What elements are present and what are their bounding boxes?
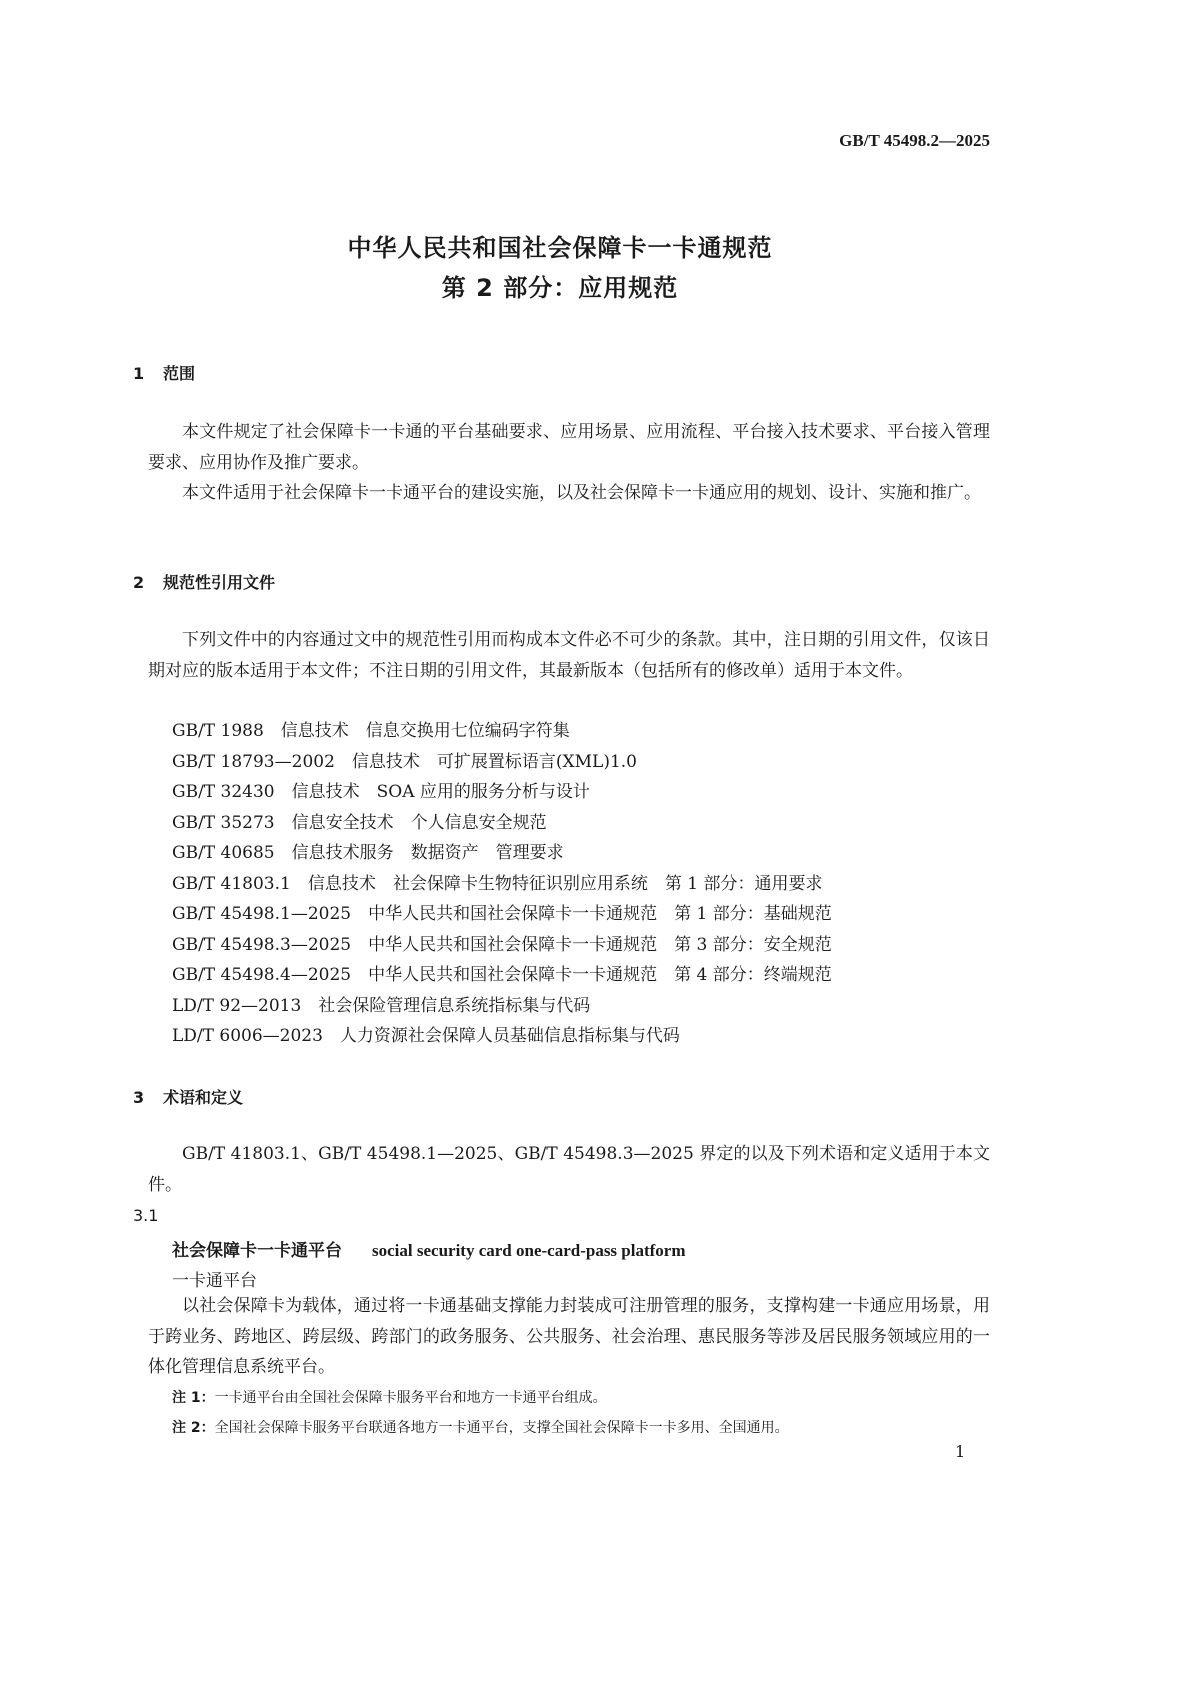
reference-item: GB/T 41803.1 信息技术 社会保障卡生物特征识别应用系统 第 1 部分：通用要求 xyxy=(172,873,823,894)
reference-item: GB/T 35273 信息安全技术 个人信息安全规范 xyxy=(172,812,547,833)
section-title: 规范性引用文件 xyxy=(163,573,276,592)
term-entry xyxy=(172,1236,686,1261)
note-label: 注 2： xyxy=(172,1420,215,1436)
paragraph: 本文件规定了社会保障卡一卡通的平台基础要求、应用场景、应用流程、平台接入技术要求、平台接入管理要求、应用协作及推广要求。 xyxy=(148,422,990,473)
paragraph: GB/T 41803.1、GB/T 45498.1—2025、GB/T 45498.3—2025 界定的以及下列术语和定义适用于本文件。 xyxy=(148,1144,990,1195)
note-text: 全国社会保障卡服务平台联通各地方一卡通平台，支撑全国社会保障卡一卡多用、全国通用。 xyxy=(214,1420,789,1436)
reference-item: LD/T 6006—2023 人力资源社会保障人员基础信息指标集与代码 xyxy=(172,1026,680,1046)
term-definition: 以社会保障卡为载体，通过将一卡通基础支撑能力封装成可注册管理的服务，支撑构建一卡通应用场景，用于跨业务、跨地区、跨层级、跨部门的政务服务、公共服务、社会治理、惠民服务等涉及居民服务领域应用的一体化管理信息系统平台。 xyxy=(148,1296,990,1377)
section-title: 术语和定义 xyxy=(163,1088,244,1107)
note-label: 注 1： xyxy=(172,1390,215,1406)
page-number: 1 xyxy=(955,1442,966,1461)
section-title: 范围 xyxy=(163,364,196,383)
term-synonym: 一卡通平台 xyxy=(172,1271,257,1291)
reference-item: GB/T 32430 信息技术 SOA 应用的服务分析与设计 xyxy=(172,782,590,802)
paragraph: 本文件适用于社会保障卡一卡通平台的建设实施，以及社会保障卡一卡通应用的规划、设计、实施和推广。 xyxy=(182,483,981,503)
reference-item: GB/T 45498.4—2025 中华人民共和国社会保障卡一卡通规范 第 4 部分：终端规范 xyxy=(172,965,832,985)
paragraph: 下列文件中的内容通过文中的规范性引用而构成本文件必不可少的条款。其中，注日期的引用文件，仅该日期对应的版本适用于本文件；不注日期的引用文件，其最新版本（包括所有的修改单）适用于本文件。 xyxy=(148,630,990,681)
document-title: 中华人民共和国社会保障卡一卡通规范 xyxy=(347,234,773,262)
section-heading-normative-references xyxy=(133,570,275,593)
reference-item: LD/T 92—2013 社会保险管理信息系统指标集与代码 xyxy=(172,995,591,1016)
section-number: 2 xyxy=(133,573,145,592)
standard-number: GB/T 45498.2—2025 xyxy=(839,131,990,150)
reference-item: GB/T 18793—2002 信息技术 可扩展置标语言(XML)1.0 xyxy=(172,751,637,772)
section-heading-scope xyxy=(133,361,195,384)
term-number: 3.1 xyxy=(133,1206,159,1225)
note xyxy=(172,1413,789,1443)
reference-item: GB/T 45498.3—2025 中华人民共和国社会保障卡一卡通规范 第 3 部分：安全规范 xyxy=(172,934,832,955)
note-text: 一卡通平台由全国社会保障卡服务平台和地方一卡通平台组成。 xyxy=(214,1390,607,1406)
section-number: 3 xyxy=(133,1088,145,1107)
term-zh: 社会保障卡一卡通平台 xyxy=(172,1241,342,1261)
reference-item: GB/T 45498.1—2025 中华人民共和国社会保障卡一卡通规范 第 1 部分：基础规范 xyxy=(172,904,832,924)
term-en: social security card one-card-pass platform xyxy=(372,1241,686,1260)
section-heading-terms xyxy=(133,1085,243,1108)
section-number: 1 xyxy=(133,364,145,383)
note xyxy=(172,1383,607,1413)
reference-item: GB/T 40685 信息技术服务 数据资产 管理要求 xyxy=(172,843,564,863)
document-subtitle: 第 2 部分：应用规范 xyxy=(441,274,679,302)
reference-item: GB/T 1988 信息技术 信息交换用七位编码字符集 xyxy=(172,721,570,741)
